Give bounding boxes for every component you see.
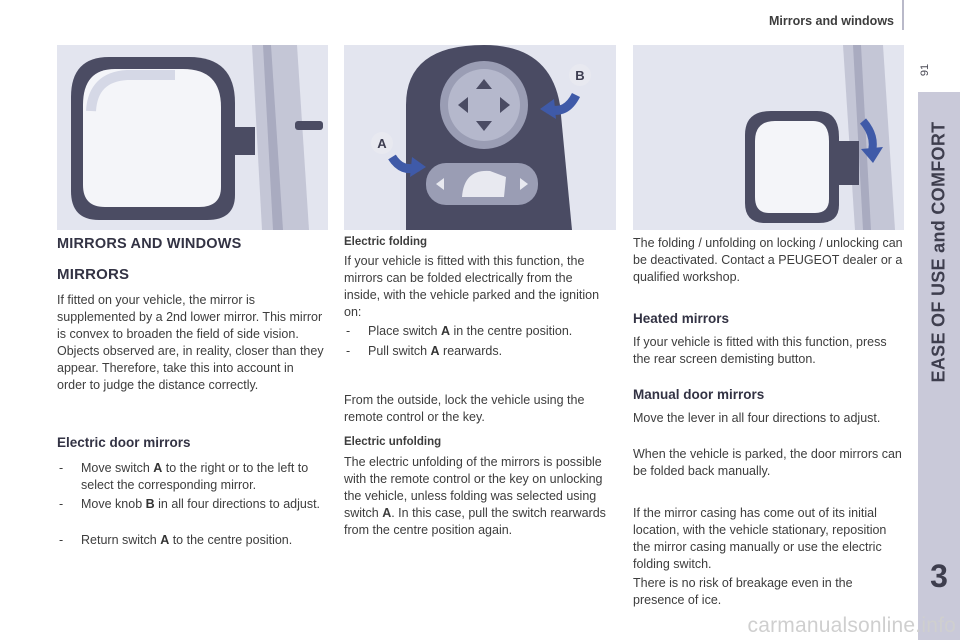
ice-text: There is no risk of breakage even in the presence of ice. bbox=[633, 576, 853, 607]
list-item: - Move switch A to the right or to the left to select the corresponding mirror. bbox=[59, 461, 309, 492]
heading-electric-folding: Electric folding bbox=[344, 236, 428, 248]
heading-manual-door-mirrors: Manual door mirrors bbox=[633, 387, 765, 402]
page-number: 91 bbox=[919, 63, 932, 77]
electric-unfolding-text: The electric unfolding of the mirrors is possible with the remote control or the key on unlocking the vehicle, unless folding was selected using switch A. In this case, pull the switch rearwards from the centre position again. bbox=[344, 455, 606, 537]
chapter-tab[interactable] bbox=[918, 92, 960, 640]
manual-mirrors-text-1: Move the lever in all four directions to adjust. bbox=[633, 411, 881, 425]
list-item: - Place switch A in the centre position. bbox=[346, 324, 573, 338]
header-divider bbox=[902, 0, 904, 30]
label-a: A bbox=[377, 136, 387, 151]
heated-mirrors-text: If your vehicle is fitted with this function, press the rear screen demisting button. bbox=[633, 335, 887, 366]
door-mirror-illustration bbox=[57, 45, 328, 230]
section-heading-mirrors: MIRRORS bbox=[57, 266, 130, 283]
heading-electric-unfolding: Electric unfolding bbox=[344, 436, 442, 448]
mirror-casing-text: If the mirror casing has come out of its initial location, with the vehicle stationary, reposition the mirror casing manually or use the electric folding switch. bbox=[633, 506, 887, 571]
running-header: Mirrors and windows bbox=[768, 14, 894, 28]
chapter-tab-title: EASE OF USE and COMFORT bbox=[928, 121, 949, 383]
folded-mirror-illustration bbox=[633, 45, 904, 230]
outside-lock-text: From the outside, lock the vehicle using the remote control or the key. bbox=[344, 393, 585, 424]
list-item: - Pull switch A rearwards. bbox=[346, 344, 503, 358]
heading-electric-door-mirrors: Electric door mirrors bbox=[57, 435, 191, 450]
list-item: - Return switch A to the centre position. bbox=[59, 533, 293, 547]
page-heading: MIRRORS AND WINDOWS bbox=[57, 236, 242, 252]
manual-mirrors-text-2: When the vehicle is parked, the door mirrors can be folded back manually. bbox=[633, 447, 902, 478]
label-b: B bbox=[575, 68, 585, 83]
mirror-switch-illustration bbox=[344, 45, 616, 230]
heading-heated-mirrors: Heated mirrors bbox=[633, 311, 730, 326]
electric-folding-text: If your vehicle is fitted with this function, the mirrors can be folded electrically from the inside, with the vehicle parked and the ignition on: bbox=[344, 254, 600, 319]
mirrors-intro-text: If fitted on your vehicle, the mirror is supplemented by a 2nd lower mirror. This mirror is convex to broaden the field of side vision. Objects observed are, in reality, closer than they appear. Therefore, take this into account in order to judge the distance correctly. bbox=[57, 293, 324, 392]
watermark: carmanualsonline.info bbox=[747, 614, 956, 637]
chapter-number: 3 bbox=[930, 558, 948, 594]
folding-deactivation-note: The folding / unfolding on locking / unlocking can be deactivated. Contact a PEUGEOT dealer or a qualified workshop. bbox=[633, 236, 903, 284]
list-item: - Move knob B in all four directions to adjust. bbox=[59, 497, 321, 511]
